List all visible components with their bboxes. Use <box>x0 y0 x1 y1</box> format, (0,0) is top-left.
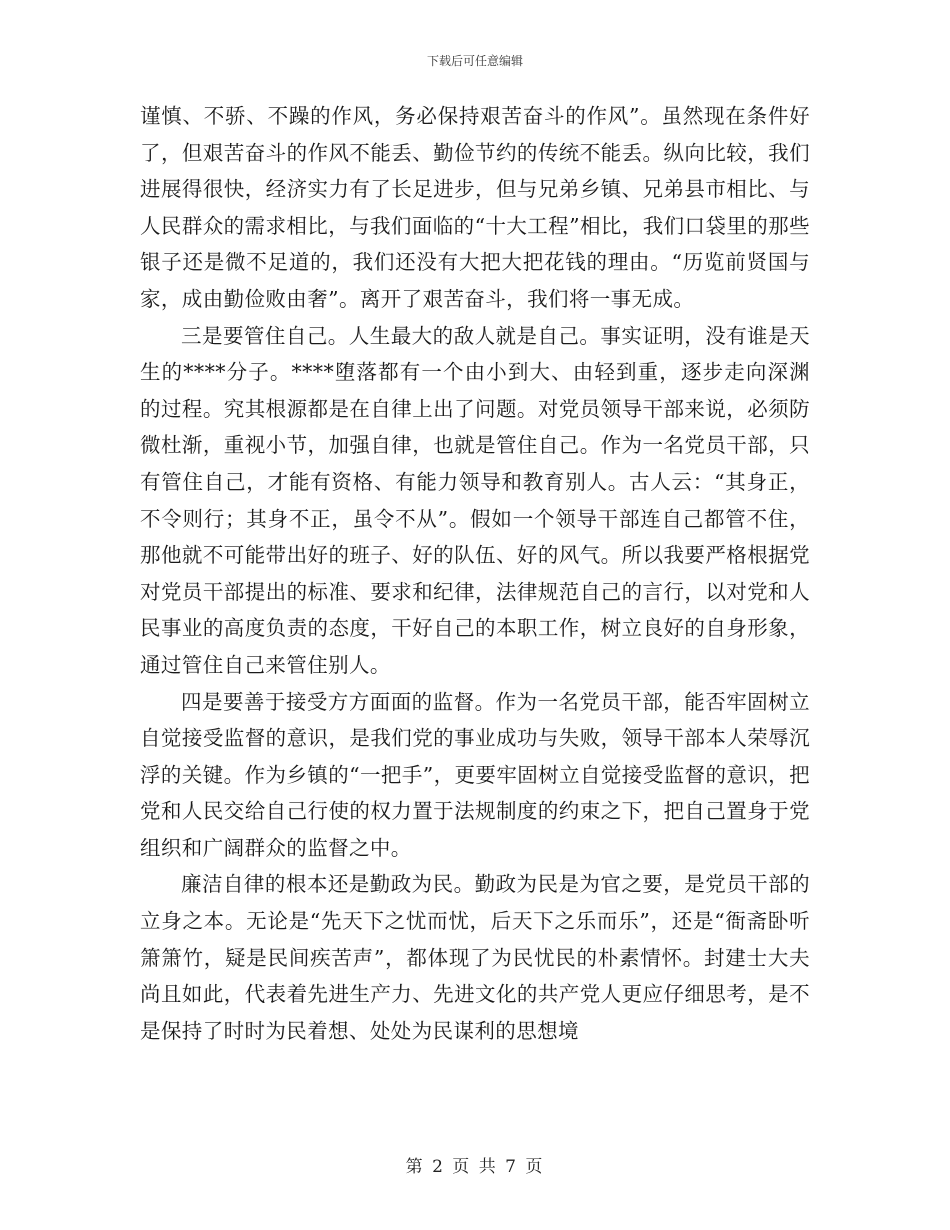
page-number-footer: 第 2 页 共 7 页 <box>405 1157 545 1177</box>
page-header-note: 下载后可任意编辑 <box>426 54 523 68</box>
document-body <box>140 98 810 1049</box>
paragraph-point-four: 四是要善于接受方方面面的监督。作为一名党员干部，能否牢固树立自觉接受监督的意识，是我们党的事业成功与失败，领导干部本人荣辱沉浮的关键。作为乡镇的“一把手”，更要牢固树立自觉接受监督的意识，把党和人民交给自己行使的权力置于法规制度的约束之下，把自己置身于党组织和广阔群众的监督之中。 <box>140 689 810 860</box>
paragraph-diligence: 廉洁自律的根本还是勤政为民。勤政为民是为官之要，是党员干部的立身之本。无论是“先天下之忧而忧，后天下之乐而乐”，还是“衙斋卧听箫箫竹，疑是民间疾苦声”，都体现了为民忧民的朴素情怀。封建士大夫尚且如此，代表着先进生产力、先进文化的共产党人更应仔细思考，是不是保持了时时为民着想、处处为民谋利的思想境 <box>140 872 810 1043</box>
paragraph-continuation: 谨慎、不骄、不躁的作风，务必保持艰苦奋斗的作风”。虽然现在条件好了，但艰苦奋斗的作风不能丢、勤俭节约的传统不能丢。纵向比较，我们进展得很快，经济实力有了长足进步，但与兄弟乡镇、兄弟县市相比、与人民群众的需求相比，与我们面临的“十大工程”相比，我们口袋里的那些银子还是微不足道的，我们还没有大把大把花钱的理由。“历览前贤国与家，成由勤俭败由奢”。离开了艰苦奋斗，我们将一事无成。 <box>140 104 810 311</box>
paragraph-point-three: 三是要管住自己。人生最大的敌人就是自己。事实证明，没有谁是天生的****分子。****堕落都有一个由小到大、由轻到重，逐步走向深渊的过程。究其根源都是在自律上出了问题。对党员领导干部来说，必须防微杜渐，重视小节，加强自律，也就是管住自己。作为一名党员干部，只有管住自己，才能有资格、有能力领导和教育别人。古人云：“其身正，不令则行；其身不正，虽令不从”。假如一个领导干部连自己都管不住，那他就不可能带出好的班子、好的队伍、好的风气。所以我要严格根据党对党员干部提出的标准、要求和纪律，法律规范自己的言行，以对党和人民事业的高度负责的态度，干好自己的本职工作，树立良好的自身形象，通过管住自己来管住别人。 <box>140 323 810 677</box>
